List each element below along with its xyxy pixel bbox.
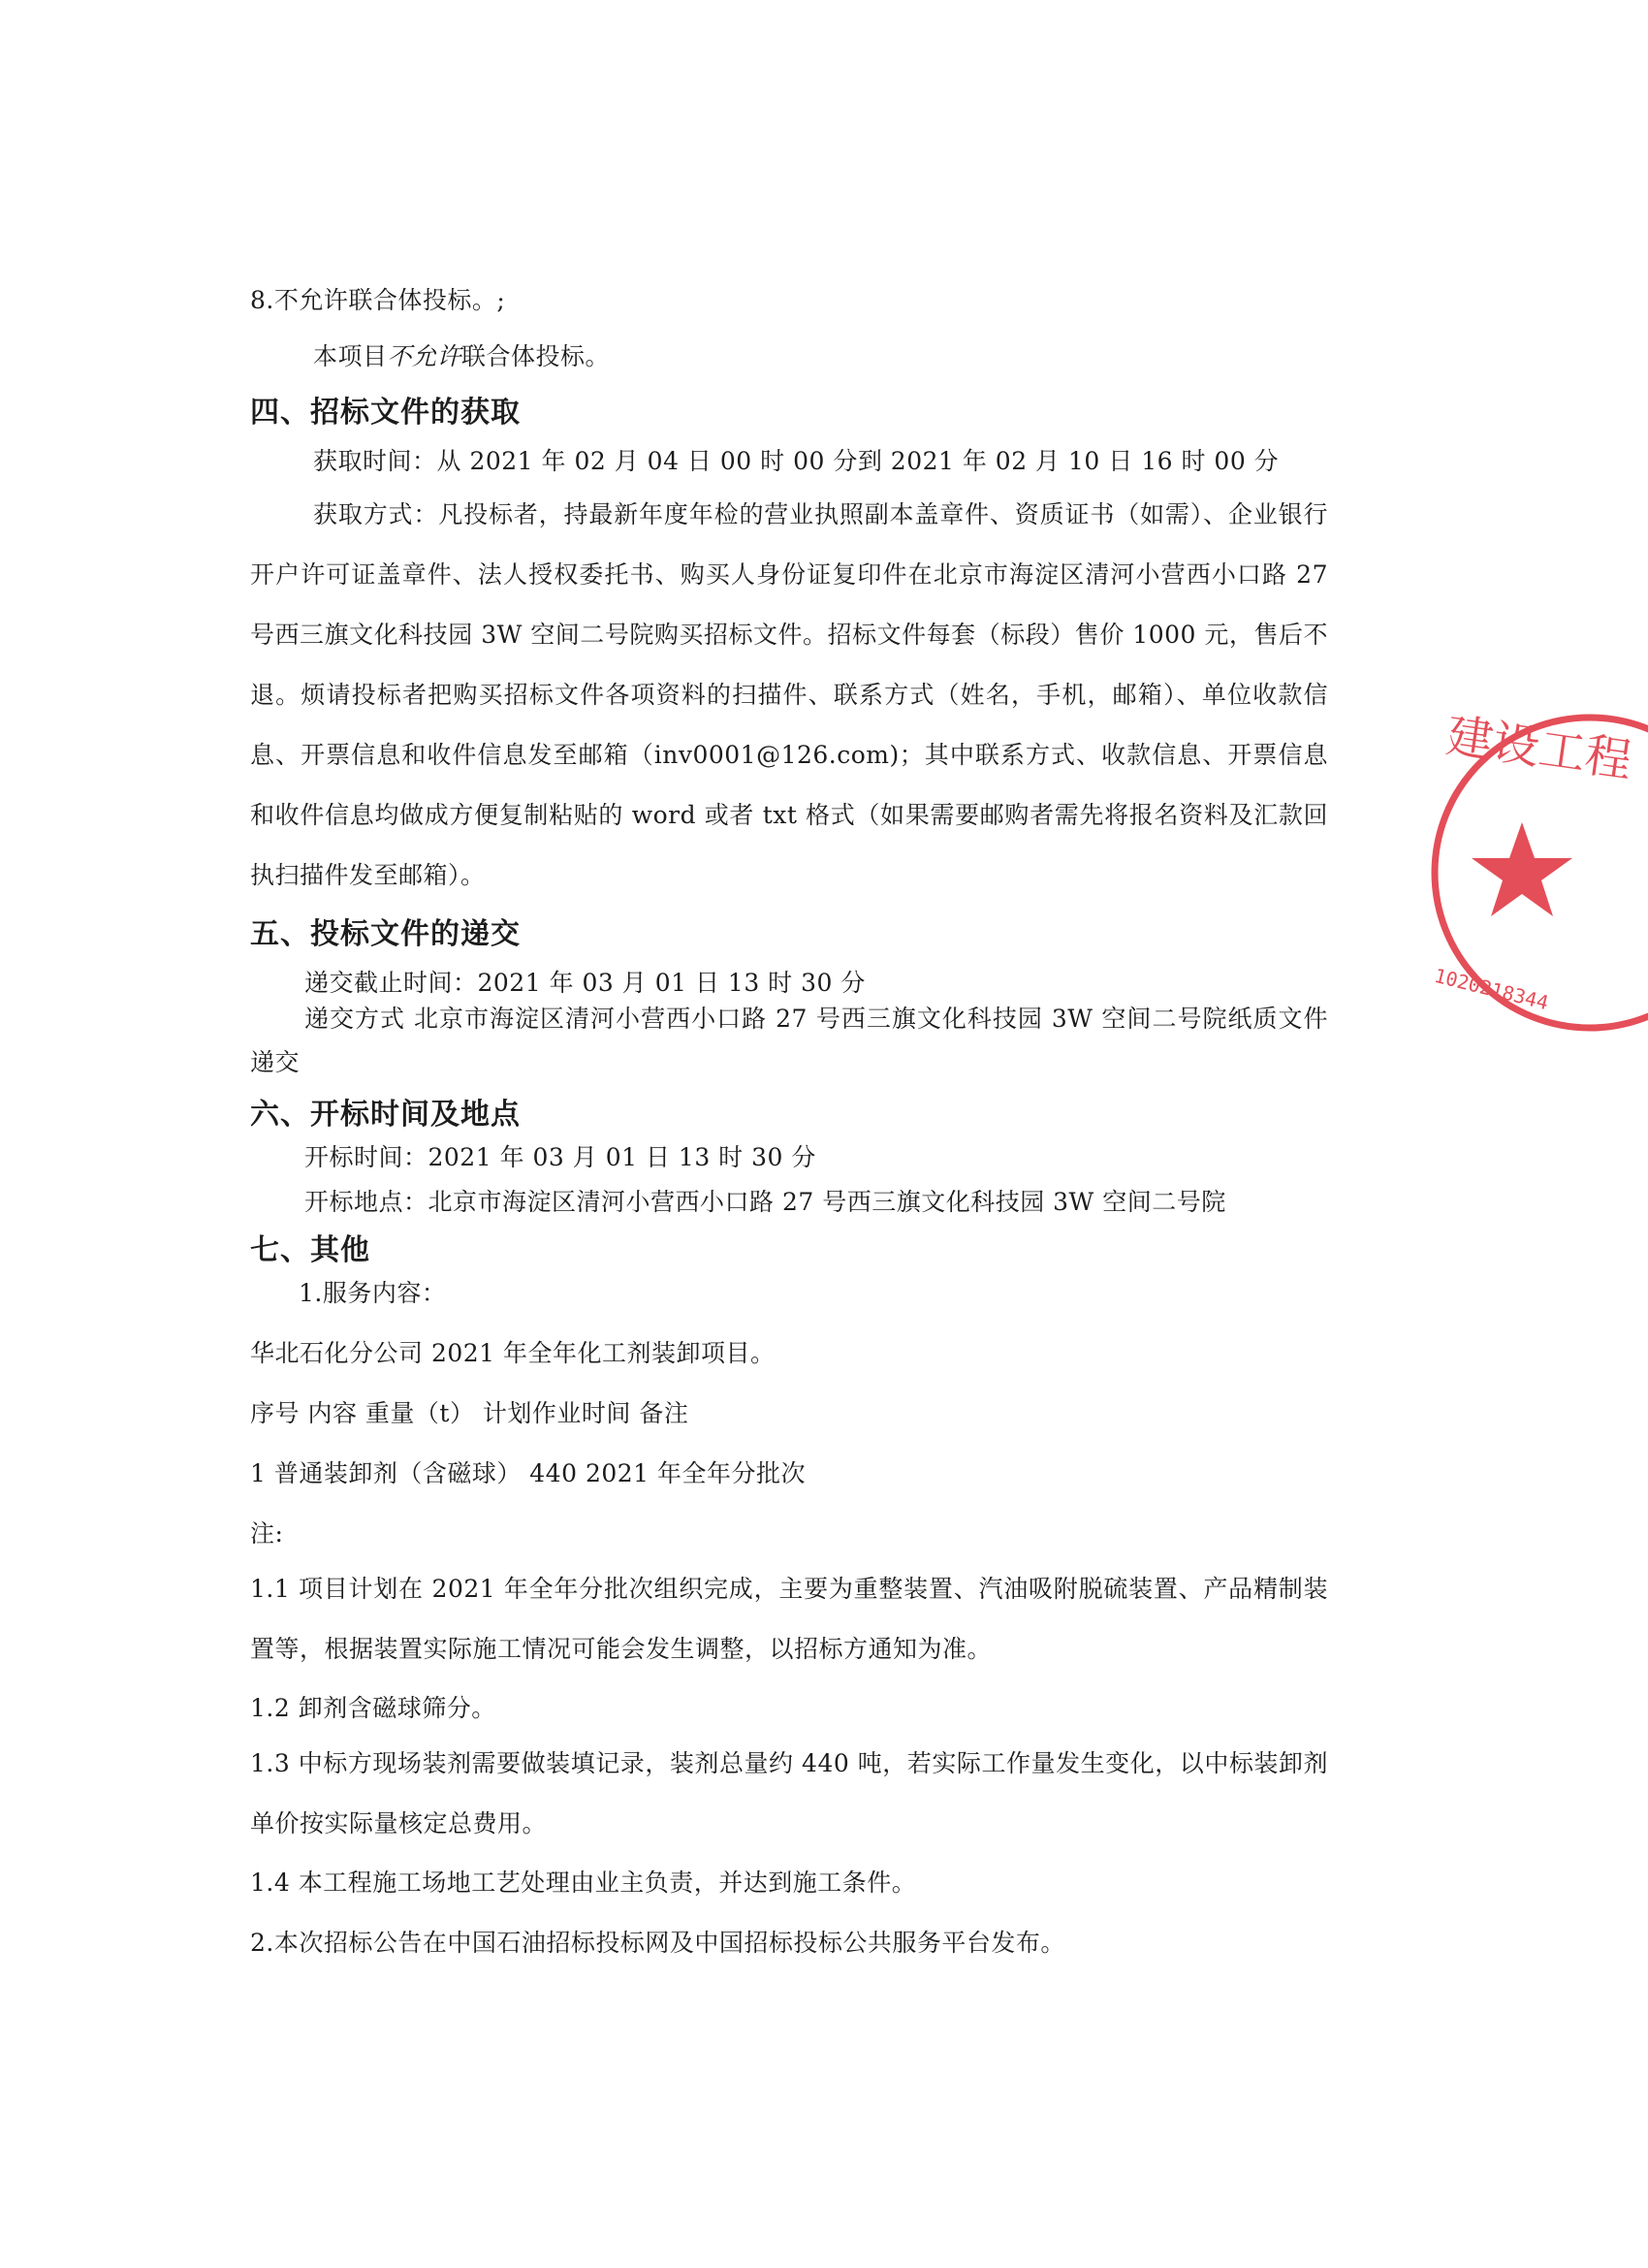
section-7-heading: 七、其他 — [250, 1233, 370, 1267]
item-2: 2.本次招标公告在中国石油招标投标网及中国招标投标公共服务平台发布。 — [250, 1929, 1065, 1957]
note-1-1: 1.1 项目计划在 2021 年全年分批次组织完成，主要为重整装置、汽油吸附脱硫装置、产品精制装置等，根据装置实际施工情况可能会发生调整，以招标方通知为准。 — [250, 1575, 1328, 1663]
note-1-2: 1.2 卸剂含磁球筛分。 — [250, 1694, 496, 1722]
note-1-3: 1.3 中标方现场装剂需要做装填记录，装剂总量约 440 吨，若实际工作量发生变化，以中标装卸剂单价按实际量核定总费用。 — [250, 1749, 1328, 1837]
opening-place: 开标地点：北京市海淀区清河小营西小口路 27 号西三旗文化科技园 3W 空间二号院 — [304, 1188, 1226, 1216]
note-label: 注: — [250, 1519, 284, 1548]
item-8: 8.不允许联合体投标。; — [250, 286, 506, 314]
acquisition-time: 获取时间：从 2021 年 02 月 04 日 00 时 00 分到 2021 年 02 月 10 日 16 时 00 分 — [313, 447, 1280, 475]
document-body — [250, 283, 1328, 1961]
consortium-statement: 本项目不允许联合体投标。 — [313, 342, 611, 370]
submission-method: 递交方式 北京市海淀区清河小营西小口路 27 号西三旗文化科技园 3W 空间二号院纸质文件递交 — [250, 1005, 1328, 1076]
company-seal-stamp — [1425, 698, 1648, 1047]
seal-star-icon — [1472, 822, 1572, 916]
section-5-heading: 五、投标文件的递交 — [250, 917, 521, 951]
service-label: 1.服务内容： — [299, 1279, 447, 1307]
table-header: 序号 内容 重量（t） 计划作业时间 备注 — [250, 1399, 689, 1427]
seal-arc-text: 建设工程 — [1442, 708, 1635, 789]
opening-time: 开标时间：2021 年 03 月 01 日 13 时 30 分 — [304, 1143, 816, 1171]
seal-ring — [1435, 718, 1648, 1028]
section-6-heading: 六、开标时间及地点 — [250, 1098, 521, 1132]
section-4-heading: 四、招标文件的获取 — [250, 396, 521, 430]
acquisition-method: 获取方式：凡投标者，持最新年度年检的营业执照副本盖章件、资质证书（如需）、企业银行开户许可证盖章件、法人授权委托书、购买人身份证复印件在北京市海淀区清河小营西小口路 27 号西三旗文化科技园 3W 空间二号院购买招标文件。招标文件每套（标段）售价 1000 元，售后不退。烦请投标者把购买招标文件各项资料的扫描件、联系方式（姓名，手机，邮箱）、单位收款信息、开票信息和收件信息发至邮箱（inv0001@126.com)；其中联系方式、收款信息、开票信息和收件信息均做成方便复制粘贴的 word 或者 txt 格式（如果需要邮购者需先将报名资料及汇款回执扫描件发至邮箱）。 — [250, 500, 1328, 889]
seal-number: 1020218344 — [1432, 963, 1551, 1015]
project-name: 华北石化分公司 2021 年全年化工剂装卸项目。 — [250, 1339, 776, 1367]
table-row: 1 普通装卸剂（含磁球） 440 2021 年全年分批次 — [250, 1459, 807, 1487]
note-1-4: 1.4 本工程施工场地工艺处理由业主负责，并达到施工条件。 — [250, 1869, 917, 1897]
submission-deadline: 递交截止时间：2021 年 03 月 01 日 13 时 30 分 — [304, 969, 866, 997]
